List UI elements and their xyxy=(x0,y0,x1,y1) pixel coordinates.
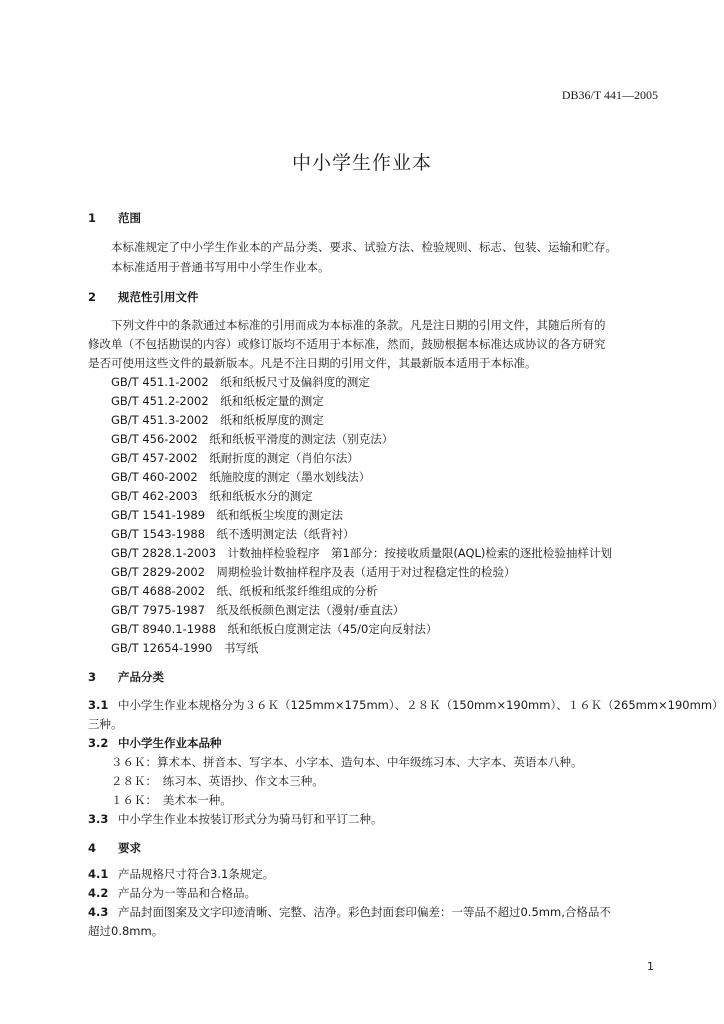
page-number: 1 xyxy=(647,960,654,973)
section-2-paragraph-line-2: 修改单（不包括勘误的内容）或修订版均不适用于本标准，然而，鼓励根据本标准达成协议的各方研究 xyxy=(88,337,606,351)
reference-item: GB/T 456-2002 纸和纸板平滑度的测定法（别克法） xyxy=(111,432,394,446)
section-1-paragraph-2: 本标准适用于普通书写用中小学生作业本。 xyxy=(111,260,330,274)
clause-4-3: 4.3 产品封面图案及文字印迹清晰、完整、洁净。彩色封面套印偏差：一等品不超过0.5mm,合格品不 xyxy=(88,905,611,919)
reference-item: GB/T 2828.1-2003 计数抽样检验程序 第1部分：按接收质量限(AQL)检索的逐批检验抽样计划 xyxy=(111,546,612,560)
section-1-heading: 1 范围 xyxy=(88,211,141,225)
reference-item: GB/T 460-2002 纸施胶度的测定（墨水划线法） xyxy=(111,470,371,484)
clause-3-1-continuation: 三种。 xyxy=(88,717,123,731)
reference-item: GB/T 1541-1989 纸和纸板尘埃度的测定法 xyxy=(111,508,344,522)
reference-item: GB/T 12654-1990 书写纸 xyxy=(111,641,259,655)
reference-item: GB/T 7975-1987 纸及纸板颜色测定法（漫射/垂直法） xyxy=(111,603,405,617)
reference-item: GB/T 451.2-2002 纸和纸板定量的测定 xyxy=(111,394,324,408)
clause-3-2-heading: 3.2 中小学生作业本品种 xyxy=(88,736,222,750)
reference-item: GB/T 1543-1988 纸不透明测定法（纸背衬） xyxy=(111,527,355,541)
clause-4-2: 4.2 产品分为一等品和合格品。 xyxy=(88,886,256,900)
section-3-heading: 3 产品分类 xyxy=(88,670,164,684)
page-title: 中小学生作业本 xyxy=(291,152,432,174)
variety-16k: １６Ｋ： 美术本一种。 xyxy=(111,793,232,807)
reference-item: GB/T 462-2003 纸和纸板水分的测定 xyxy=(111,489,313,503)
clause-4-3-continuation: 超过0.8mm。 xyxy=(88,924,164,938)
reference-item: GB/T 8940.1-1988 纸和纸板白度测定法（45/0定向反射法） xyxy=(111,622,438,636)
section-2-paragraph-line-3: 是否可使用这些文件的最新版本。凡是不注日期的引用文件，其最新版本适用于本标准。 xyxy=(88,356,537,370)
reference-item: GB/T 4688-2002 纸、纸板和纸浆纤维组成的分析 xyxy=(111,584,378,598)
clause-4-1: 4.1 产品规格尺寸符合3.1条规定。 xyxy=(88,867,275,881)
standard-number: DB36/T 441—2005 xyxy=(561,88,658,102)
variety-28k: ２８Ｋ： 练习本、英语抄、作文本三种。 xyxy=(111,774,324,788)
clause-3-1: 3.1 中小学生作业本规格分为３６Ｋ（125mm×175mm）、２８Ｋ（150mm×190mm）、１６Ｋ（265mm×190mm） xyxy=(88,698,724,712)
reference-item: GB/T 451.1-2002 纸和纸板尺寸及偏斜度的测定 xyxy=(111,375,370,389)
reference-item: GB/T 451.3-2002 纸和纸板厚度的测定 xyxy=(111,413,324,427)
section-2-paragraph-line-1: 下列文件中的条款通过本标准的引用而成为本标准的条款。凡是注日期的引用文件，其随后所有的 xyxy=(111,318,606,332)
section-1-paragraph-1: 本标准规定了中小学生作业本的产品分类、要求、试验方法、检验规则、标志、包装、运输和贮存。 xyxy=(111,240,617,254)
section-4-heading: 4 要求 xyxy=(88,841,141,855)
clause-3-3: 3.3 中小学生作业本按装订形式分为骑马钉和平订二种。 xyxy=(88,812,383,826)
section-2-heading: 2 规范性引用文件 xyxy=(88,290,199,304)
variety-36k: ３６Ｋ：算术本、拼音本、写字本、小字本、造句本、中年级练习本、大字本、英语本八种。 xyxy=(111,755,583,769)
reference-item: GB/T 457-2002 纸耐折度的测定（肖伯尔法） xyxy=(111,451,359,465)
reference-item: GB/T 2829-2002 周期检验计数抽样程序及表（适用于对过程稳定性的检验） xyxy=(111,565,516,579)
